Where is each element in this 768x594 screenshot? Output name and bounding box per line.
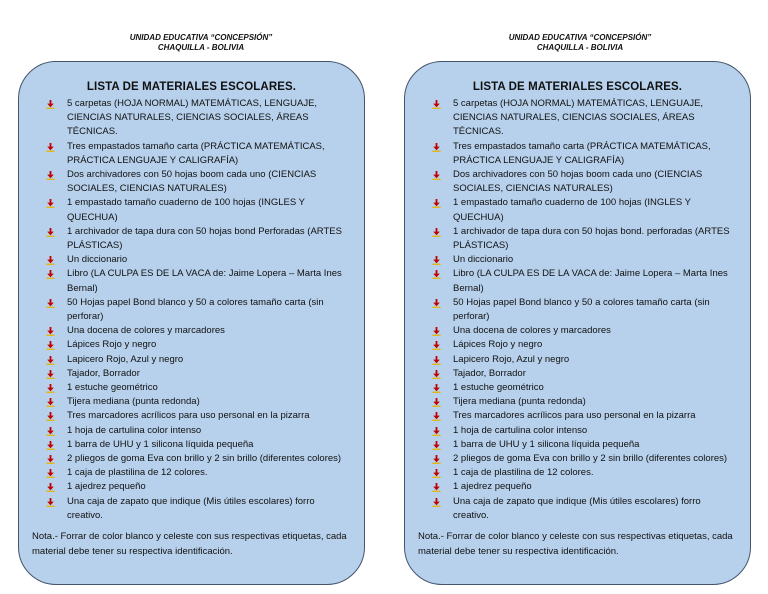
list-item-text: 1 archivador de tapa dura con 50 hojas bond. perforadas (ARTES PLÁSTICAS) xyxy=(453,225,730,252)
list-item-text: Tijera mediana (punta redonda) xyxy=(453,396,586,408)
arrow-down-bullet-icon xyxy=(46,356,55,365)
materials-list xyxy=(46,97,346,523)
list-item-text: Libro (LA CULPA ES DE LA VACA de: Jaime Lopera – Marta Ines Bernal) xyxy=(453,268,728,294)
list-item xyxy=(46,140,346,168)
list-title: LISTA DE MATERIALES ESCOLARES. xyxy=(472,81,683,93)
arrow-down-bullet-icon xyxy=(46,199,55,208)
arrow-down-bullet-icon xyxy=(46,228,55,237)
arrow-down-bullet-icon xyxy=(46,441,55,450)
arrow-down-bullet-icon xyxy=(46,384,55,393)
list-item-text: 1 empastado tamaño cuaderno de 100 hojas (INGLES Y QUECHUA) xyxy=(67,197,305,223)
list-item xyxy=(432,424,732,438)
list-item-text: 1 ajedrez pequeño xyxy=(67,481,146,493)
arrow-down-bullet-icon xyxy=(46,299,55,308)
list-item-text: Dos archivadores con 50 hojas boom cada uno (CIENCIAS SOCIALES, CIENCIAS NATURALES) xyxy=(453,169,703,195)
list-item xyxy=(46,267,346,295)
arrow-down-bullet-icon xyxy=(432,171,441,180)
list-item-text: Una docena de colores y marcadores xyxy=(453,325,611,337)
list-item xyxy=(432,296,732,324)
note-text: Nota.- Forrar de color blanco y celeste con sus respectivas etiquetas, cada material debe tener su respectiva identificación. xyxy=(418,531,733,557)
arrow-down-bullet-icon xyxy=(46,270,55,279)
arrow-down-bullet-icon xyxy=(46,327,55,336)
list-item xyxy=(432,367,732,381)
arrow-down-bullet-icon xyxy=(46,483,55,492)
school-location: CHAQUILLA - BOLIVIA xyxy=(157,43,245,52)
list-item xyxy=(432,324,732,338)
list-item-text: 1 caja de plastilina de 12 colores. xyxy=(67,467,208,479)
arrow-down-bullet-icon xyxy=(46,398,55,407)
list-item xyxy=(46,395,346,409)
list-item-text: Tres empastados tamaño carta (PRÁCTICA MATEMÁTICAS, PRÁCTICA LENGUAJE Y CALIGRAFÍA) xyxy=(453,140,711,166)
list-item xyxy=(432,480,732,494)
list-item-text: 1 ajedrez pequeño xyxy=(453,481,532,493)
list-item xyxy=(432,438,732,452)
list-item-text: 1 empastado tamaño cuaderno de 100 hojas (INGLES Y QUECHUA) xyxy=(453,197,691,223)
arrow-down-bullet-icon xyxy=(46,455,55,464)
list-item xyxy=(432,466,732,480)
list-item-text: 2 pliegos de goma Eva con brillo y 2 sin brillo (diferentes colores) xyxy=(67,453,342,465)
list-item xyxy=(432,338,732,352)
list-item-text: 1 hoja de cartulina color intenso xyxy=(67,424,202,436)
list-item xyxy=(46,225,346,253)
list-item xyxy=(46,409,346,423)
arrow-down-bullet-icon xyxy=(46,498,55,507)
list-item-text: Tajador, Borrador xyxy=(453,367,526,379)
school-name: UNIDAD EDUCATIVA “CONCEPSIÓN” xyxy=(129,33,273,42)
list-item xyxy=(46,466,346,480)
arrow-down-bullet-icon xyxy=(46,341,55,350)
arrow-down-bullet-icon xyxy=(432,341,441,350)
list-item xyxy=(46,253,346,267)
list-item-text: 2 pliegos de goma Eva con brillo y 2 sin brillo (diferentes colores) xyxy=(453,453,728,465)
list-item-text: 1 estuche geométrico xyxy=(453,382,544,394)
list-item xyxy=(432,395,732,409)
arrow-down-bullet-icon xyxy=(432,356,441,365)
list-item-text: 50 Hojas papel Bond blanco y 50 a colores tamaño carta (sin perforar) xyxy=(67,296,324,323)
list-item xyxy=(432,452,732,466)
list-item-text: 1 caja de plastilina de 12 colores. xyxy=(453,467,594,479)
list-item xyxy=(46,480,346,494)
list-item xyxy=(432,97,732,140)
list-item xyxy=(432,353,732,367)
list-item-text: Un diccionario xyxy=(67,254,128,266)
list-item-text: 1 estuche geométrico xyxy=(67,382,158,394)
note-text: Nota.- Forrar de color blanco y celeste con sus respectivas etiquetas, cada material debe tener su respectiva identificación. xyxy=(32,531,347,557)
arrow-down-bullet-icon xyxy=(432,427,441,436)
list-item-text: Tres marcadores acrílicos para uso personal en la pizarra xyxy=(67,410,310,422)
list-title: LISTA DE MATERIALES ESCOLARES. xyxy=(86,81,297,93)
arrow-down-bullet-icon xyxy=(432,498,441,507)
list-item xyxy=(46,338,346,352)
list-item-text: 1 barra de UHU y 1 silicona líquida pequeña xyxy=(67,438,254,450)
list-item-text: 1 archivador de tapa dura con 50 hojas bond Perforadas (ARTES PLÁSTICAS) xyxy=(67,225,342,252)
list-item-text: Una caja de zapato que indique (Mis útiles escolares) forro creativo. xyxy=(453,495,701,521)
list-item xyxy=(46,424,346,438)
list-item xyxy=(432,381,732,395)
list-item-text: 5 carpetas (HOJA NORMAL) MATEMÁTICAS, LENGUAJE, CIENCIAS NATURALES, CIENCIAS SOCIALES, ÁREAS TÉCNICAS. xyxy=(453,98,704,138)
list-item xyxy=(46,353,346,367)
list-item xyxy=(46,168,346,196)
list-item-text: Tres empastados tamaño carta (PRÁCTICA MATEMÁTICAS, PRÁCTICA LENGUAJE Y CALIGRAFÍA) xyxy=(67,140,325,166)
list-item-text: Dos archivadores con 50 hojas boom cada uno (CIENCIAS SOCIALES, CIENCIAS NATURALES) xyxy=(67,169,317,195)
list-item-text: 50 Hojas papel Bond blanco y 50 a colores tamaño carta (sin perforar) xyxy=(453,296,710,323)
arrow-down-bullet-icon xyxy=(46,256,55,265)
list-item xyxy=(432,196,732,224)
arrow-down-bullet-icon xyxy=(432,143,441,152)
arrow-down-bullet-icon xyxy=(46,427,55,436)
list-item xyxy=(46,452,346,466)
school-name: UNIDAD EDUCATIVA “CONCEPSIÓN” xyxy=(508,33,652,42)
arrow-down-bullet-icon xyxy=(432,327,441,336)
arrow-down-bullet-icon xyxy=(46,100,55,109)
arrow-down-bullet-icon xyxy=(432,384,441,393)
arrow-down-bullet-icon xyxy=(46,412,55,421)
list-item-text: Una docena de colores y marcadores xyxy=(67,325,225,337)
school-header-right xyxy=(430,33,730,53)
list-item-text: Lapicero Rojo, Azul y negro xyxy=(453,353,570,365)
arrow-down-bullet-icon xyxy=(432,270,441,279)
list-item xyxy=(46,438,346,452)
list-item-text: 1 hoja de cartulina color intenso xyxy=(453,424,588,436)
list-item xyxy=(432,409,732,423)
list-item-text: Una caja de zapato que indique (Mis útiles escolares) forro creativo. xyxy=(67,495,315,521)
list-item-text: Tres marcadores acrílicos para uso personal en la pizarra xyxy=(453,410,696,422)
materials-list xyxy=(432,97,732,523)
arrow-down-bullet-icon xyxy=(432,455,441,464)
list-item xyxy=(46,97,346,140)
list-item xyxy=(46,367,346,381)
arrow-down-bullet-icon xyxy=(46,469,55,478)
arrow-down-bullet-icon xyxy=(432,299,441,308)
list-item xyxy=(46,324,346,338)
arrow-down-bullet-icon xyxy=(432,370,441,379)
arrow-down-bullet-icon xyxy=(432,256,441,265)
arrow-down-bullet-icon xyxy=(46,171,55,180)
list-item xyxy=(46,296,346,324)
list-item-text: Libro (LA CULPA ES DE LA VACA de: Jaime Lopera – Marta Ines Bernal) xyxy=(67,268,342,294)
arrow-down-bullet-icon xyxy=(432,412,441,421)
arrow-down-bullet-icon xyxy=(432,441,441,450)
arrow-down-bullet-icon xyxy=(46,370,55,379)
arrow-down-bullet-icon xyxy=(432,228,441,237)
arrow-down-bullet-icon xyxy=(432,199,441,208)
list-item-text: 1 barra de UHU y 1 silicona líquida pequeña xyxy=(453,438,640,450)
arrow-down-bullet-icon xyxy=(432,100,441,109)
materials-card-right xyxy=(404,61,751,585)
list-item-text: Tijera mediana (punta redonda) xyxy=(67,396,200,408)
list-item xyxy=(432,140,732,168)
arrow-down-bullet-icon xyxy=(432,469,441,478)
list-item xyxy=(46,196,346,224)
list-item-text: Lápices Rojo y negro xyxy=(453,339,543,351)
materials-card-left xyxy=(18,61,365,585)
list-item-text: 5 carpetas (HOJA NORMAL) MATEMÁTICAS, LENGUAJE, CIENCIAS NATURALES, CIENCIAS SOCIALES, ÁREAS TÉCNICAS. xyxy=(67,98,318,138)
list-item xyxy=(432,168,732,196)
list-item-text: Lapicero Rojo, Azul y negro xyxy=(67,353,184,365)
list-item xyxy=(46,381,346,395)
list-item-text: Un diccionario xyxy=(453,254,514,266)
list-item xyxy=(432,267,732,295)
arrow-down-bullet-icon xyxy=(432,483,441,492)
list-item-text: Tajador, Borrador xyxy=(67,367,140,379)
list-item xyxy=(432,225,732,253)
list-item xyxy=(432,253,732,267)
list-item-text: Lápices Rojo y negro xyxy=(67,339,157,351)
list-item xyxy=(432,495,732,523)
arrow-down-bullet-icon xyxy=(432,398,441,407)
list-item xyxy=(46,495,346,523)
school-location: CHAQUILLA - BOLIVIA xyxy=(536,43,624,52)
school-header-left xyxy=(51,33,351,53)
arrow-down-bullet-icon xyxy=(46,143,55,152)
